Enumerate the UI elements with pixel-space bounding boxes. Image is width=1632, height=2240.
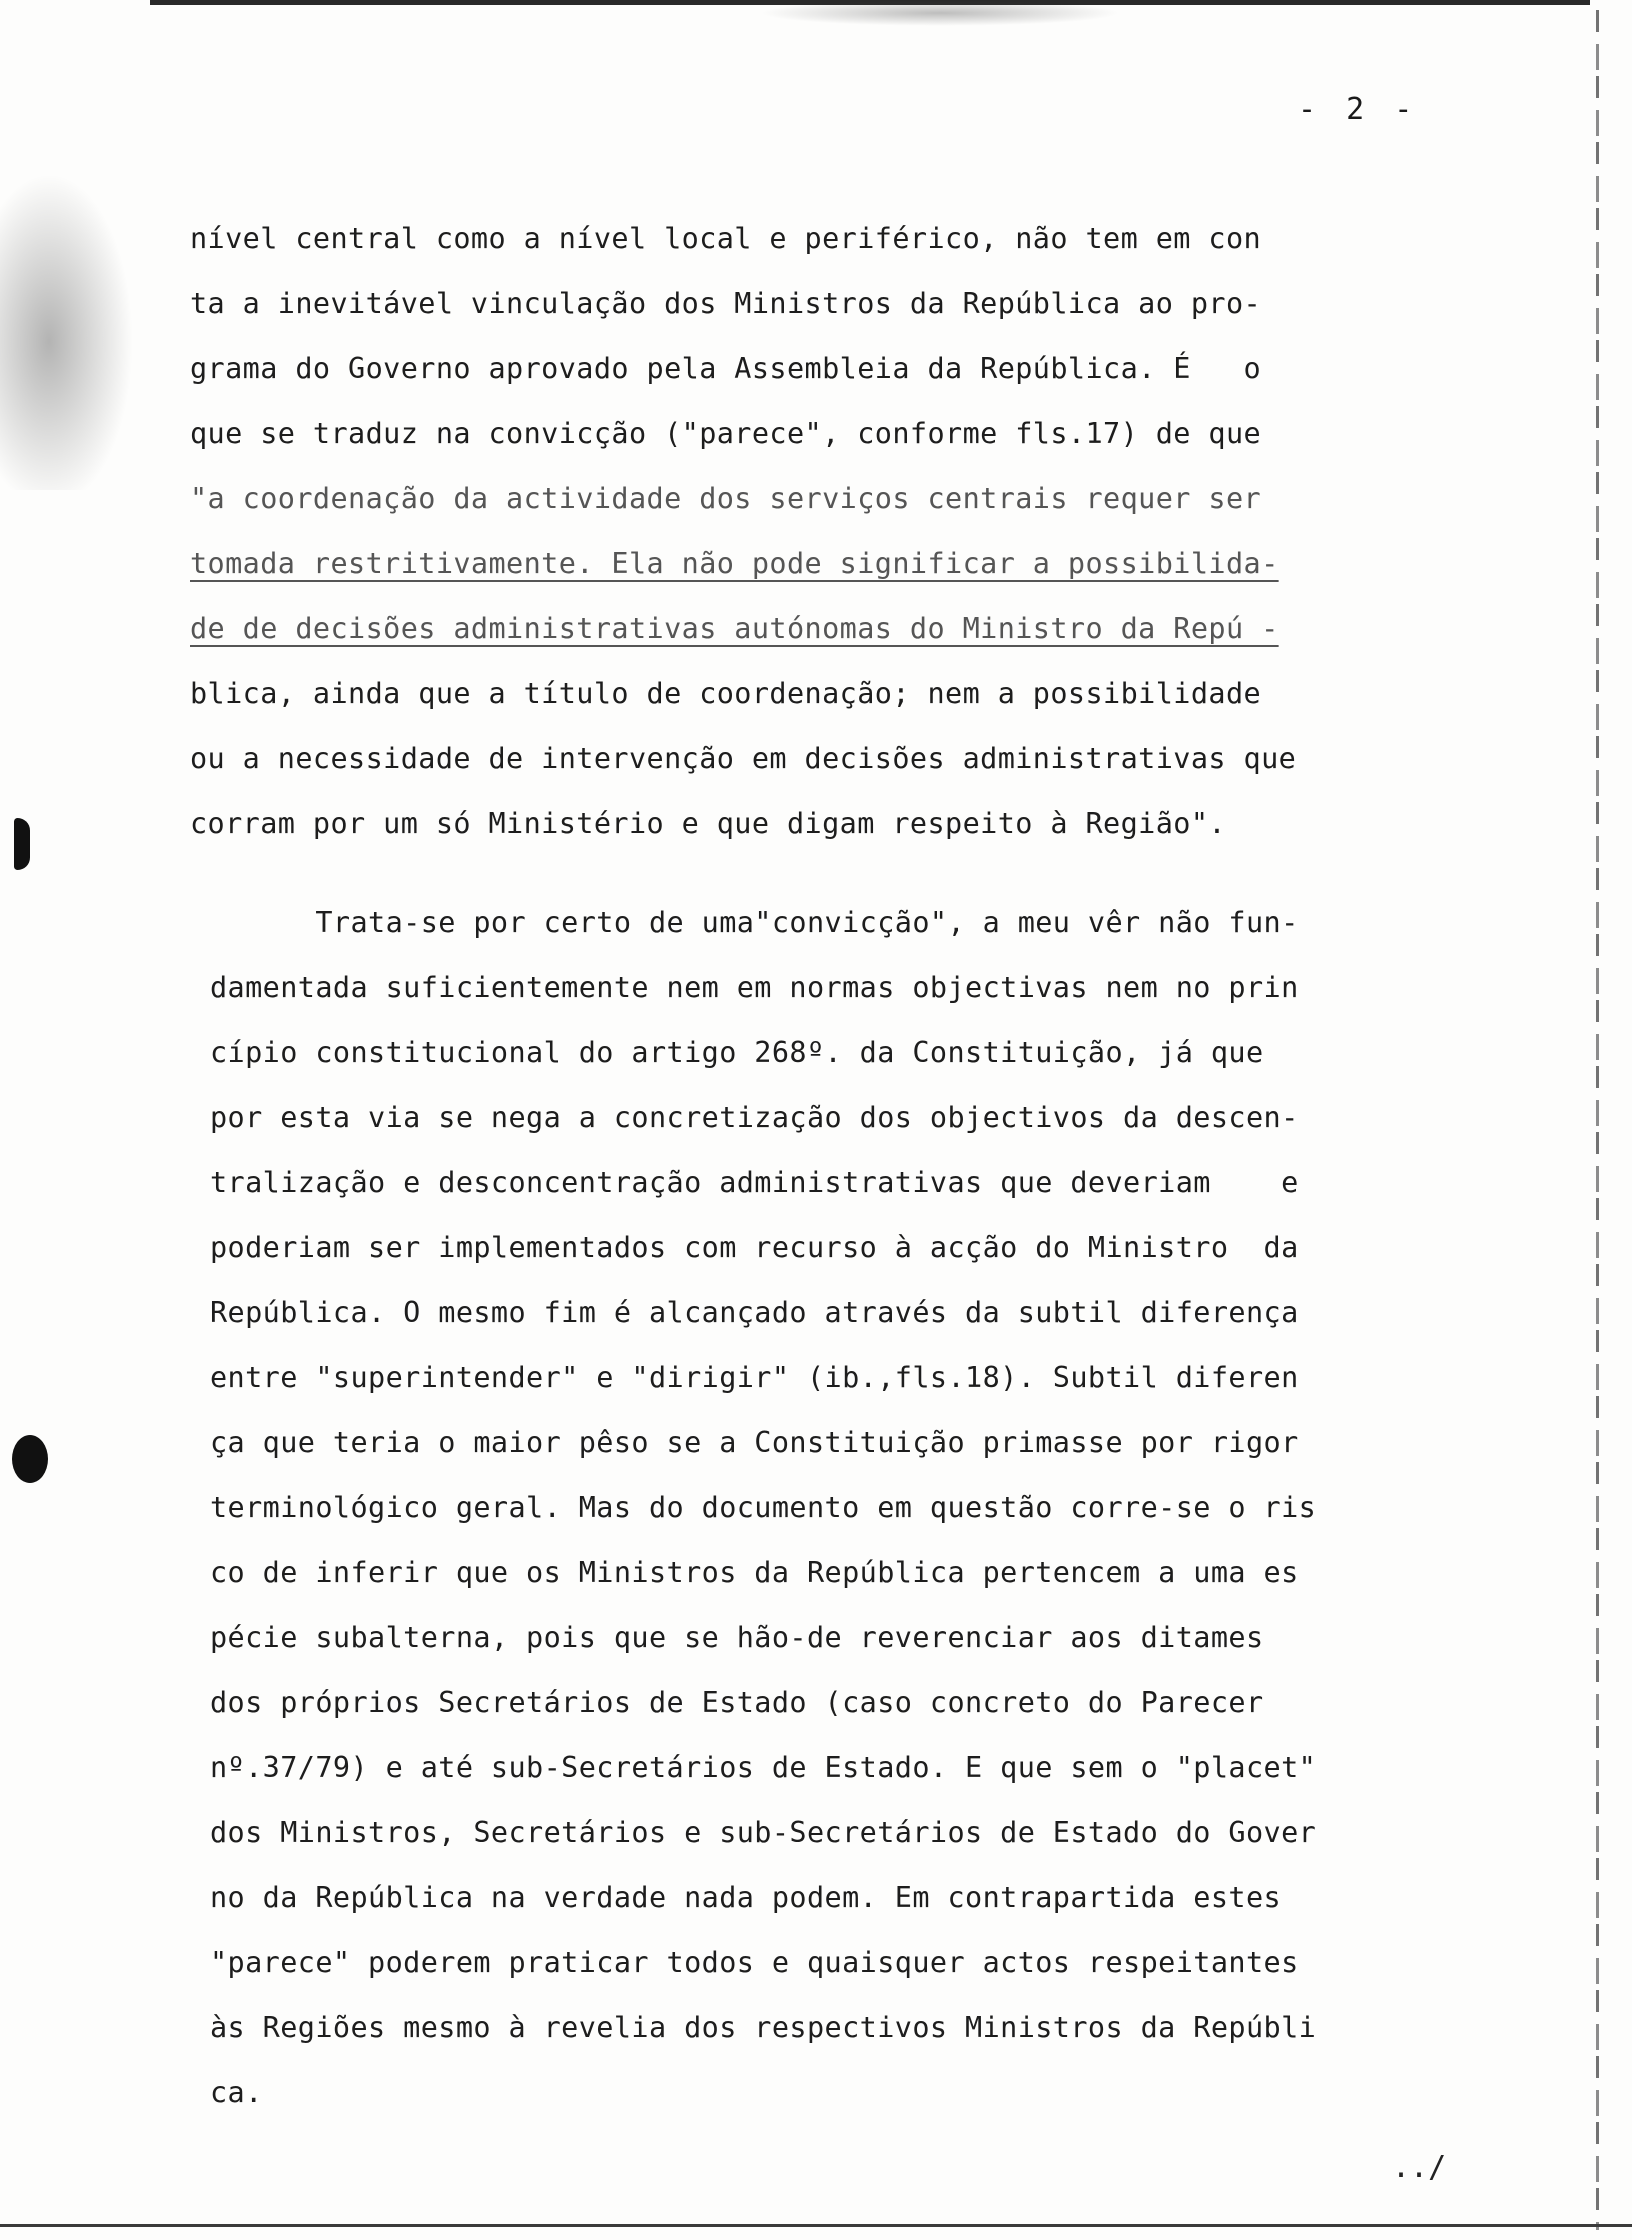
text-line: "a coordenação da actividade dos serviços centrais requer ser — [190, 482, 1262, 515]
text-line: Trata-se por certo de uma"convicção", a meu vêr não fun- — [210, 906, 1299, 939]
text-line: no da República na verdade nada podem. Em contrapartida estes — [210, 1881, 1282, 1914]
text-line: ça que teria o maior pêso se a Constituição primasse por rigor — [210, 1426, 1299, 1459]
text-line: ca. — [210, 2076, 263, 2109]
text-line: entre "superintender" e "dirigir" (ib.,fls.18). Subtil diferen — [210, 1361, 1299, 1394]
text-line: de de decisões administrativas autónomas do Ministro da Repú - — [190, 612, 1279, 645]
scan-right-edge — [1596, 10, 1599, 2230]
text-line: terminológico geral. Mas do documento em questão corre-se o ris — [210, 1491, 1317, 1524]
text-line: ou a necessidade de intervenção em decisões administrativas que — [190, 742, 1297, 775]
paragraph-1 — [190, 206, 1430, 856]
text-line: pécie subalterna, pois que se hão-de reverenciar aos ditames — [210, 1621, 1264, 1654]
text-line: cípio constitucional do artigo 268º. da Constituição, já que — [210, 1036, 1264, 1069]
scan-bottom-edge — [0, 2224, 1632, 2227]
continuation-mark: ../ — [1392, 2150, 1447, 2185]
text-line: tomada restritivamente. Ela não pode significar a possibilida- — [190, 547, 1279, 580]
text-line: poderiam ser implementados com recurso à acção do Ministro da — [210, 1231, 1299, 1264]
text-line: tralização e desconcentração administrativas que deveriam e — [210, 1166, 1299, 1199]
text-line: dos Ministros, Secretários e sub-Secretários de Estado do Gover — [210, 1816, 1317, 1849]
text-line: às Regiões mesmo à revelia dos respectivos Ministros da Repúbli — [210, 2011, 1317, 2044]
text-line: damentada suficientemente nem em normas objectivas nem no prin — [210, 971, 1299, 1004]
text-line: ta a inevitável vinculação dos Ministros da República ao pro- — [190, 287, 1262, 320]
scan-smudge — [760, 0, 1120, 26]
punch-hole-mark — [14, 818, 30, 870]
text-line: grama do Governo aprovado pela Assembleia da República. É o — [190, 352, 1262, 385]
page-number: - 2 - — [1298, 92, 1419, 127]
text-line: por esta via se nega a concretização dos objectivos da descen- — [210, 1101, 1299, 1134]
text-line: dos próprios Secretários de Estado (caso concreto do Parecer — [210, 1686, 1264, 1719]
text-line: blica, ainda que a título de coordenação; nem a possibilidade — [190, 677, 1262, 710]
text-line: corram por um só Ministério e que digam respeito à Região". — [190, 807, 1226, 840]
text-line: co de inferir que os Ministros da República pertencem a uma es — [210, 1556, 1299, 1589]
punch-hole-mark — [12, 1435, 48, 1483]
text-line: "parece" poderem praticar todos e quaisquer actos respeitantes — [210, 1946, 1299, 1979]
text-line: República. O mesmo fim é alcançado através da subtil diferença — [210, 1296, 1299, 1329]
text-line: que se traduz na convicção ("parece", conforme fls.17) de que — [190, 417, 1262, 450]
scan-left-smudge — [0, 160, 140, 490]
text-line: nível central como a nível local e periférico, não tem em con — [190, 222, 1262, 255]
text-line: nº.37/79) e até sub-Secretários de Estado. E que sem o "placet" — [210, 1751, 1317, 1784]
paragraph-2 — [210, 890, 1430, 2125]
